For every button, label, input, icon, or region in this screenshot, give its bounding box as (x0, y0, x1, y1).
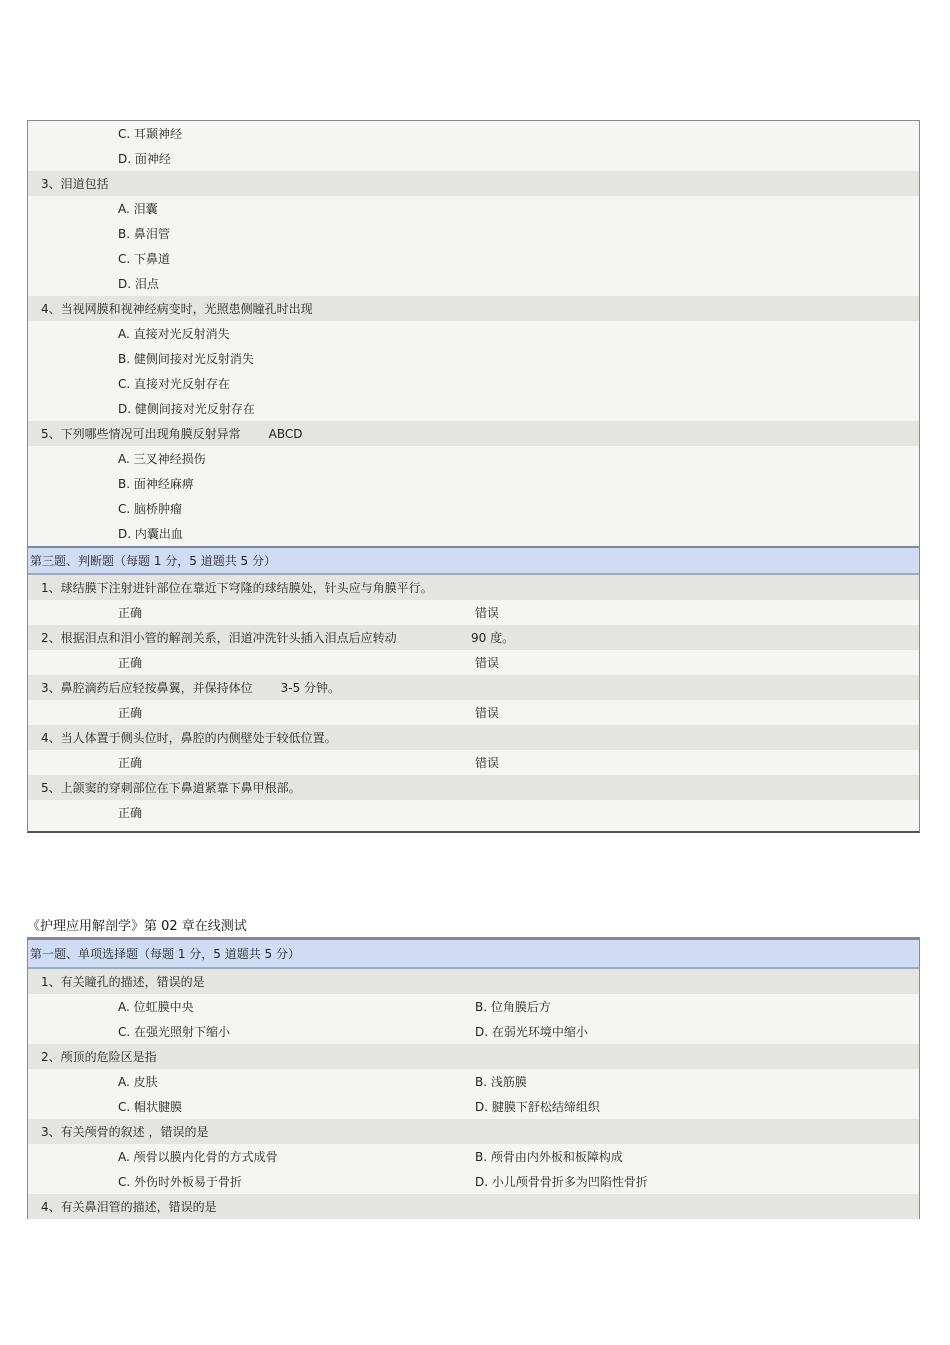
option-text: B. 面神经麻痹 (118, 477, 194, 491)
option-text: C. 直接对光反射存在 (118, 377, 231, 391)
false-option[interactable]: 错误 (475, 706, 500, 720)
option-d[interactable]: D. 腱膜下舒松结缔组织 (475, 1100, 600, 1114)
question-text: 3、泪道包括 (41, 177, 109, 191)
question-row (28, 625, 919, 650)
question-tail: 90 度。 (471, 631, 515, 645)
answer-text: ABCD (268, 426, 303, 441)
option-text: B. 健侧间接对光反射消失 (118, 352, 254, 366)
option-b[interactable]: B. 浅筋膜 (475, 1075, 527, 1089)
true-option[interactable]: 正确 (118, 756, 143, 770)
option-row[interactable] (28, 346, 919, 371)
question-text: 4、当人体置于侧头位时，鼻腔的内侧壁处于较低位置。 (41, 731, 337, 745)
option-row[interactable] (28, 196, 919, 221)
section-header-true-false (28, 546, 919, 575)
option-a[interactable]: A. 颅骨以膜内化骨的方式成骨 (118, 1150, 278, 1164)
option-row[interactable] (28, 396, 919, 421)
option-text: D. 面神经 (118, 152, 171, 166)
option-row[interactable] (28, 271, 919, 296)
option-pair-row (28, 1169, 919, 1194)
question-row (28, 1119, 919, 1144)
section-header-text: 第一题、单项选择题（每题 1 分，5 道题共 5 分） (30, 947, 300, 961)
true-false-row (28, 800, 919, 825)
question-text: 2、颅顶的危险区是指 (41, 1050, 157, 1064)
question-row (28, 421, 919, 446)
option-pair-row (28, 994, 919, 1019)
quiz-block-chapter1 (27, 120, 920, 833)
question-text: 5、下列哪些情况可出现角膜反射异常 (41, 427, 241, 441)
question-row (28, 1044, 919, 1069)
option-text: C. 耳颞神经 (118, 127, 183, 141)
option-row[interactable] (28, 446, 919, 471)
option-row[interactable] (28, 146, 919, 171)
option-text: A. 三叉神经损伤 (118, 452, 206, 466)
option-row[interactable] (28, 321, 919, 346)
true-option[interactable]: 正确 (118, 806, 143, 820)
option-row[interactable] (28, 221, 919, 246)
question-text: 3、有关颅骨的叙述 ，错误的是 (41, 1125, 209, 1139)
question-row (28, 775, 919, 800)
option-text: A. 直接对光反射消失 (118, 327, 230, 341)
section-header-single-choice (28, 938, 919, 969)
question-tail: 3-5 分钟。 (280, 681, 341, 695)
question-text: 3、鼻腔滴药后应轻按鼻翼，并保持体位 (41, 681, 253, 695)
option-row[interactable] (28, 121, 919, 146)
option-text: C. 下鼻道 (118, 252, 171, 266)
true-false-row (28, 600, 919, 625)
false-option[interactable]: 错误 (475, 756, 500, 770)
option-text: D. 健侧间接对光反射存在 (118, 402, 255, 416)
option-c[interactable]: C. 在强光照射下缩小 (118, 1025, 231, 1039)
question-text: 2、根据泪点和泪小管的解剖关系，泪道冲洗针头插入泪点后应转动 (41, 631, 397, 645)
question-text: 4、有关鼻泪管的描述，错误的是 (41, 1200, 217, 1214)
option-text: B. 鼻泪管 (118, 227, 170, 241)
true-false-row (28, 650, 919, 675)
option-row[interactable] (28, 521, 919, 546)
question-row (28, 575, 919, 600)
false-option[interactable]: 错误 (475, 656, 500, 670)
false-option[interactable]: 错误 (475, 606, 500, 620)
option-b[interactable]: B. 位角膜后方 (475, 1000, 551, 1014)
option-d[interactable]: D. 在弱光环境中缩小 (475, 1025, 588, 1039)
question-row (28, 725, 919, 750)
question-row (28, 171, 919, 196)
page-title: 《护理应用解剖学》第 02 章在线测试 (27, 919, 247, 934)
true-false-row (28, 750, 919, 775)
option-pair-row (28, 1094, 919, 1119)
option-text: A. 泪囊 (118, 202, 158, 216)
option-c[interactable]: C. 帽状腱膜 (118, 1100, 183, 1114)
true-false-row (28, 700, 919, 725)
option-text: D. 泪点 (118, 277, 159, 291)
section-header-text: 第三题、判断题（每题 1 分，5 道题共 5 分） (30, 554, 276, 568)
option-d[interactable]: D. 小儿颅骨骨折多为凹陷性骨折 (475, 1175, 648, 1189)
option-b[interactable]: B. 颅骨由内外板和板障构成 (475, 1150, 623, 1164)
question-text: 5、上颌窦的穿刺部位在下鼻道紧靠下鼻甲根部。 (41, 781, 301, 795)
question-row (28, 296, 919, 321)
quiz-block-chapter2 (27, 937, 920, 1219)
true-option[interactable]: 正确 (118, 606, 143, 620)
option-pair-row (28, 1019, 919, 1044)
question-row (28, 969, 919, 994)
option-a[interactable]: A. 位虹膜中央 (118, 1000, 194, 1014)
option-text: C. 脑桥肿瘤 (118, 502, 183, 516)
option-row[interactable] (28, 496, 919, 521)
question-text: 1、球结膜下注射进针部位在靠近下穹隆的球结膜处，针头应与角膜平行。 (41, 581, 433, 595)
option-a[interactable]: A. 皮肤 (118, 1075, 158, 1089)
true-option[interactable]: 正确 (118, 706, 143, 720)
option-pair-row (28, 1069, 919, 1094)
question-text: 4、当视网膜和视神经病变时，光照患侧瞳孔时出现 (41, 302, 313, 316)
true-option[interactable]: 正确 (118, 656, 143, 670)
question-text: 1、有关瞳孔的描述，错误的是 (41, 975, 205, 989)
question-row (28, 675, 919, 700)
option-row[interactable] (28, 471, 919, 496)
option-row[interactable] (28, 246, 919, 271)
option-pair-row (28, 1144, 919, 1169)
option-row[interactable] (28, 371, 919, 396)
option-text: D. 内囊出血 (118, 527, 183, 541)
question-row (28, 1194, 919, 1219)
option-c[interactable]: C. 外伤时外板易于骨折 (118, 1175, 243, 1189)
